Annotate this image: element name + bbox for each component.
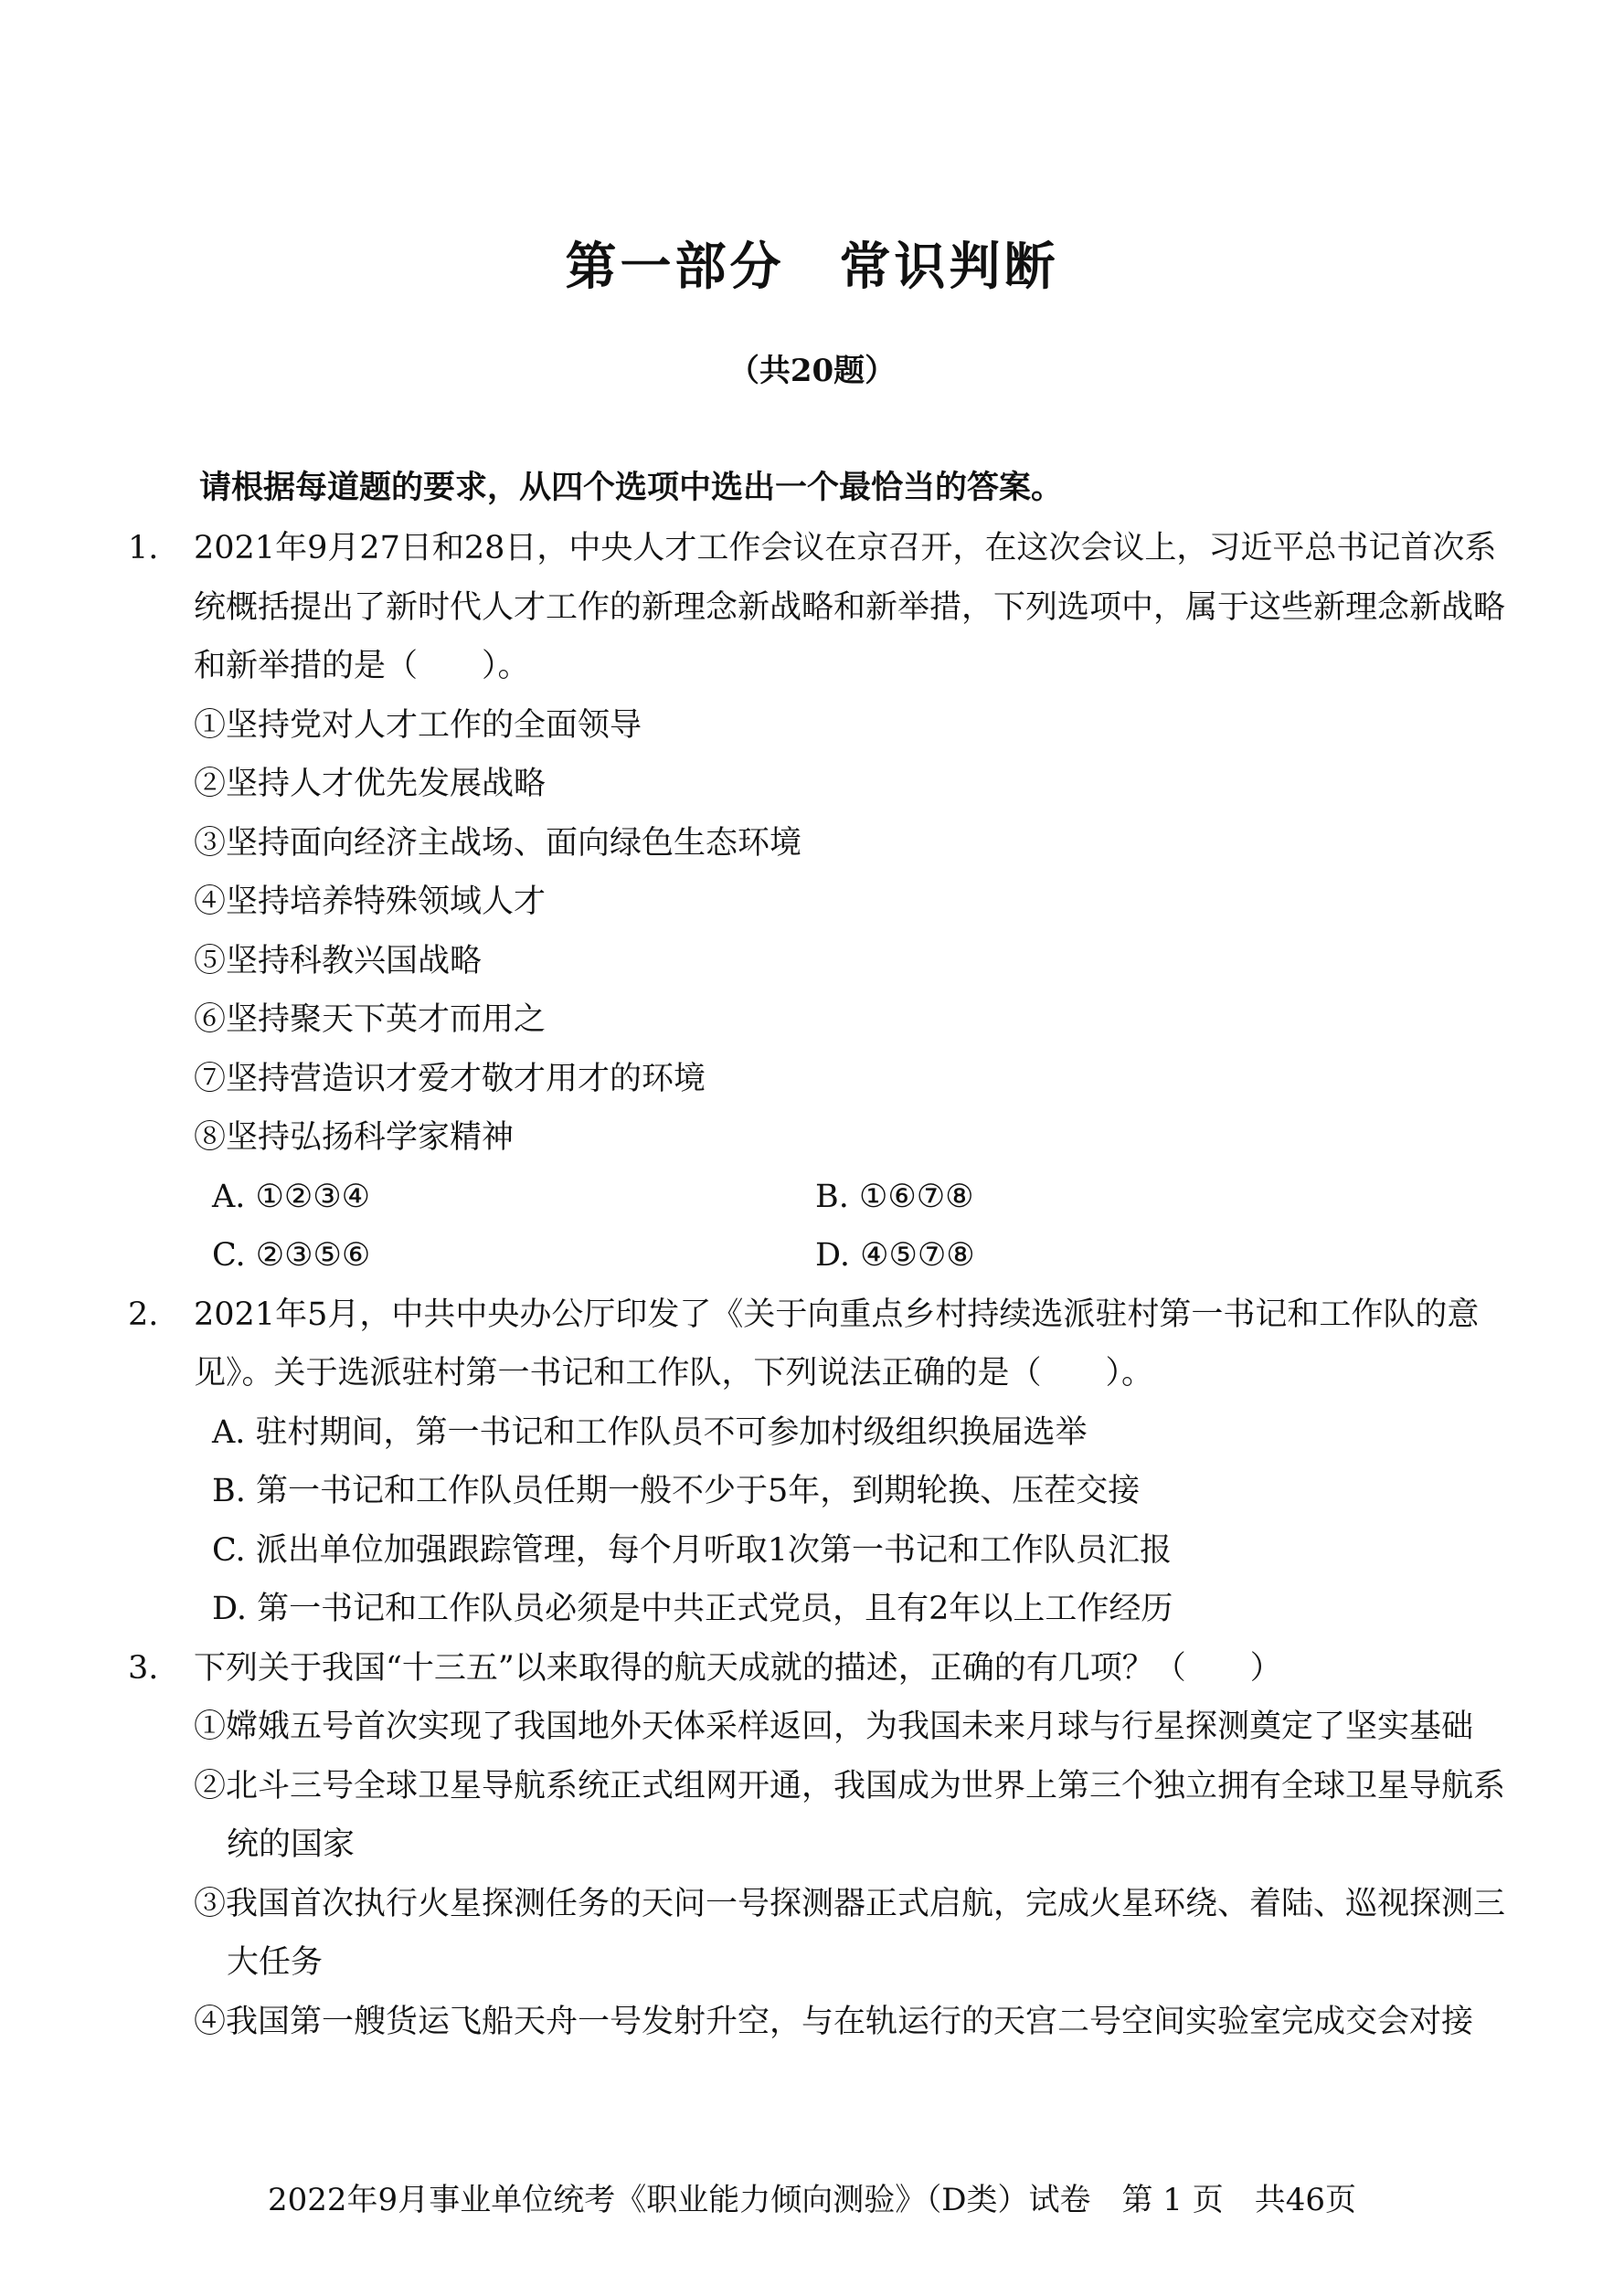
question-stem: 2021年5月，中共中央办公厅印发了《关于向重点乡村持续选派驻村第一书记和工作队的意见》。关于选派驻村第一书记和工作队，下列说法正确的是（ ）。 [194,1296,1480,1391]
option-d: D. 第一书记和工作队员必须是中共正式党员，且有2年以上工作经历 [212,1591,1173,1627]
question-number: 3. [128,1649,159,1687]
statement-item: ⑤坚持科教兴国战略 [194,942,483,979]
statement-item: ④我国第一艘货运飞船天舟一号发射升空，与在轨运行的天宫二号空间实验室完成交会对接 [194,2003,1474,2040]
questions-list [128,519,1517,2051]
question-number: 1. [128,530,159,566]
statement-item: ②坚持人才优先发展战略 [194,766,547,802]
statement-item: ③我国首次执行火星探测任务的天问一号探测器正式启航，完成火星环绕、着陆、巡视探测三大任务 [194,1885,1506,1981]
statement-item: ③坚持面向经济主战场、面向绿色生态环境 [194,824,802,862]
instruction-text: 请根据每道题的要求，从四个选项中选出一个最恰当的答案。 [199,469,1064,506]
page-footer: 2022年9月事业单位统考《职业能力倾向测验》（D类）试卷 第 1 页 共46页 [268,2182,1356,2218]
statement-item: ⑦坚持营造识才爱才敬才用才的环境 [194,1060,706,1097]
option-c: C. 派出单位加强跟踪管理，每个月听取1次第一书记和工作队员汇报 [212,1531,1173,1569]
question-number: 2. [128,1296,159,1333]
option-a: A. ①②③④ [212,1178,371,1215]
question-count: （共20题） [727,353,897,389]
option-b: B. ①⑥⑦⑧ [815,1178,974,1215]
question-1 [128,519,1517,1286]
statement-item: ①嫦娥五号首次实现了我国地外天体采样返回，为我国未来月球与行星探测奠定了坚实基础 [194,1709,1474,1745]
question-2 [128,1286,1517,1639]
statement-item: ⑧坚持弘扬科学家精神 [194,1119,515,1156]
statement-item: ⑥坚持聚天下英才而用之 [194,1001,547,1038]
option-a: A. 驻村期间，第一书记和工作队员不可参加村级组织换届选举 [212,1413,1088,1451]
statement-item: ④坚持培养特殊领域人才 [194,883,547,920]
question-3 [128,1639,1517,2052]
statement-item: ①坚持党对人才工作的全面领导 [194,706,642,744]
option-b: B. 第一书记和工作队员任期一般不少于5年，到期轮换、压茬交接 [212,1473,1141,1509]
answer-options [194,1168,1517,1286]
statement-item: ②北斗三号全球卫星导航系统正式组网开通，我国成为世界上第三个独立拥有全球卫星导航系统的国家 [194,1767,1506,1863]
question-stem: 下列关于我国“十三五”以来取得的航天成就的描述，正确的有几项？（ ） [194,1649,1282,1687]
question-stem: 2021年9月27日和28日，中央人才工作会议在京召开，在这次会议上，习近平总书记首次系统概括提出了新时代人才工作的新理念新战略和新举措，下列选项中，属于这些新理念新战略和新举措的是（ ）。 [194,530,1506,684]
option-c: C. ②③⑤⑥ [212,1237,371,1274]
option-d: D. ④⑤⑦⑧ [815,1237,975,1274]
section-title: 第一部分 常识判断 [565,237,1059,297]
